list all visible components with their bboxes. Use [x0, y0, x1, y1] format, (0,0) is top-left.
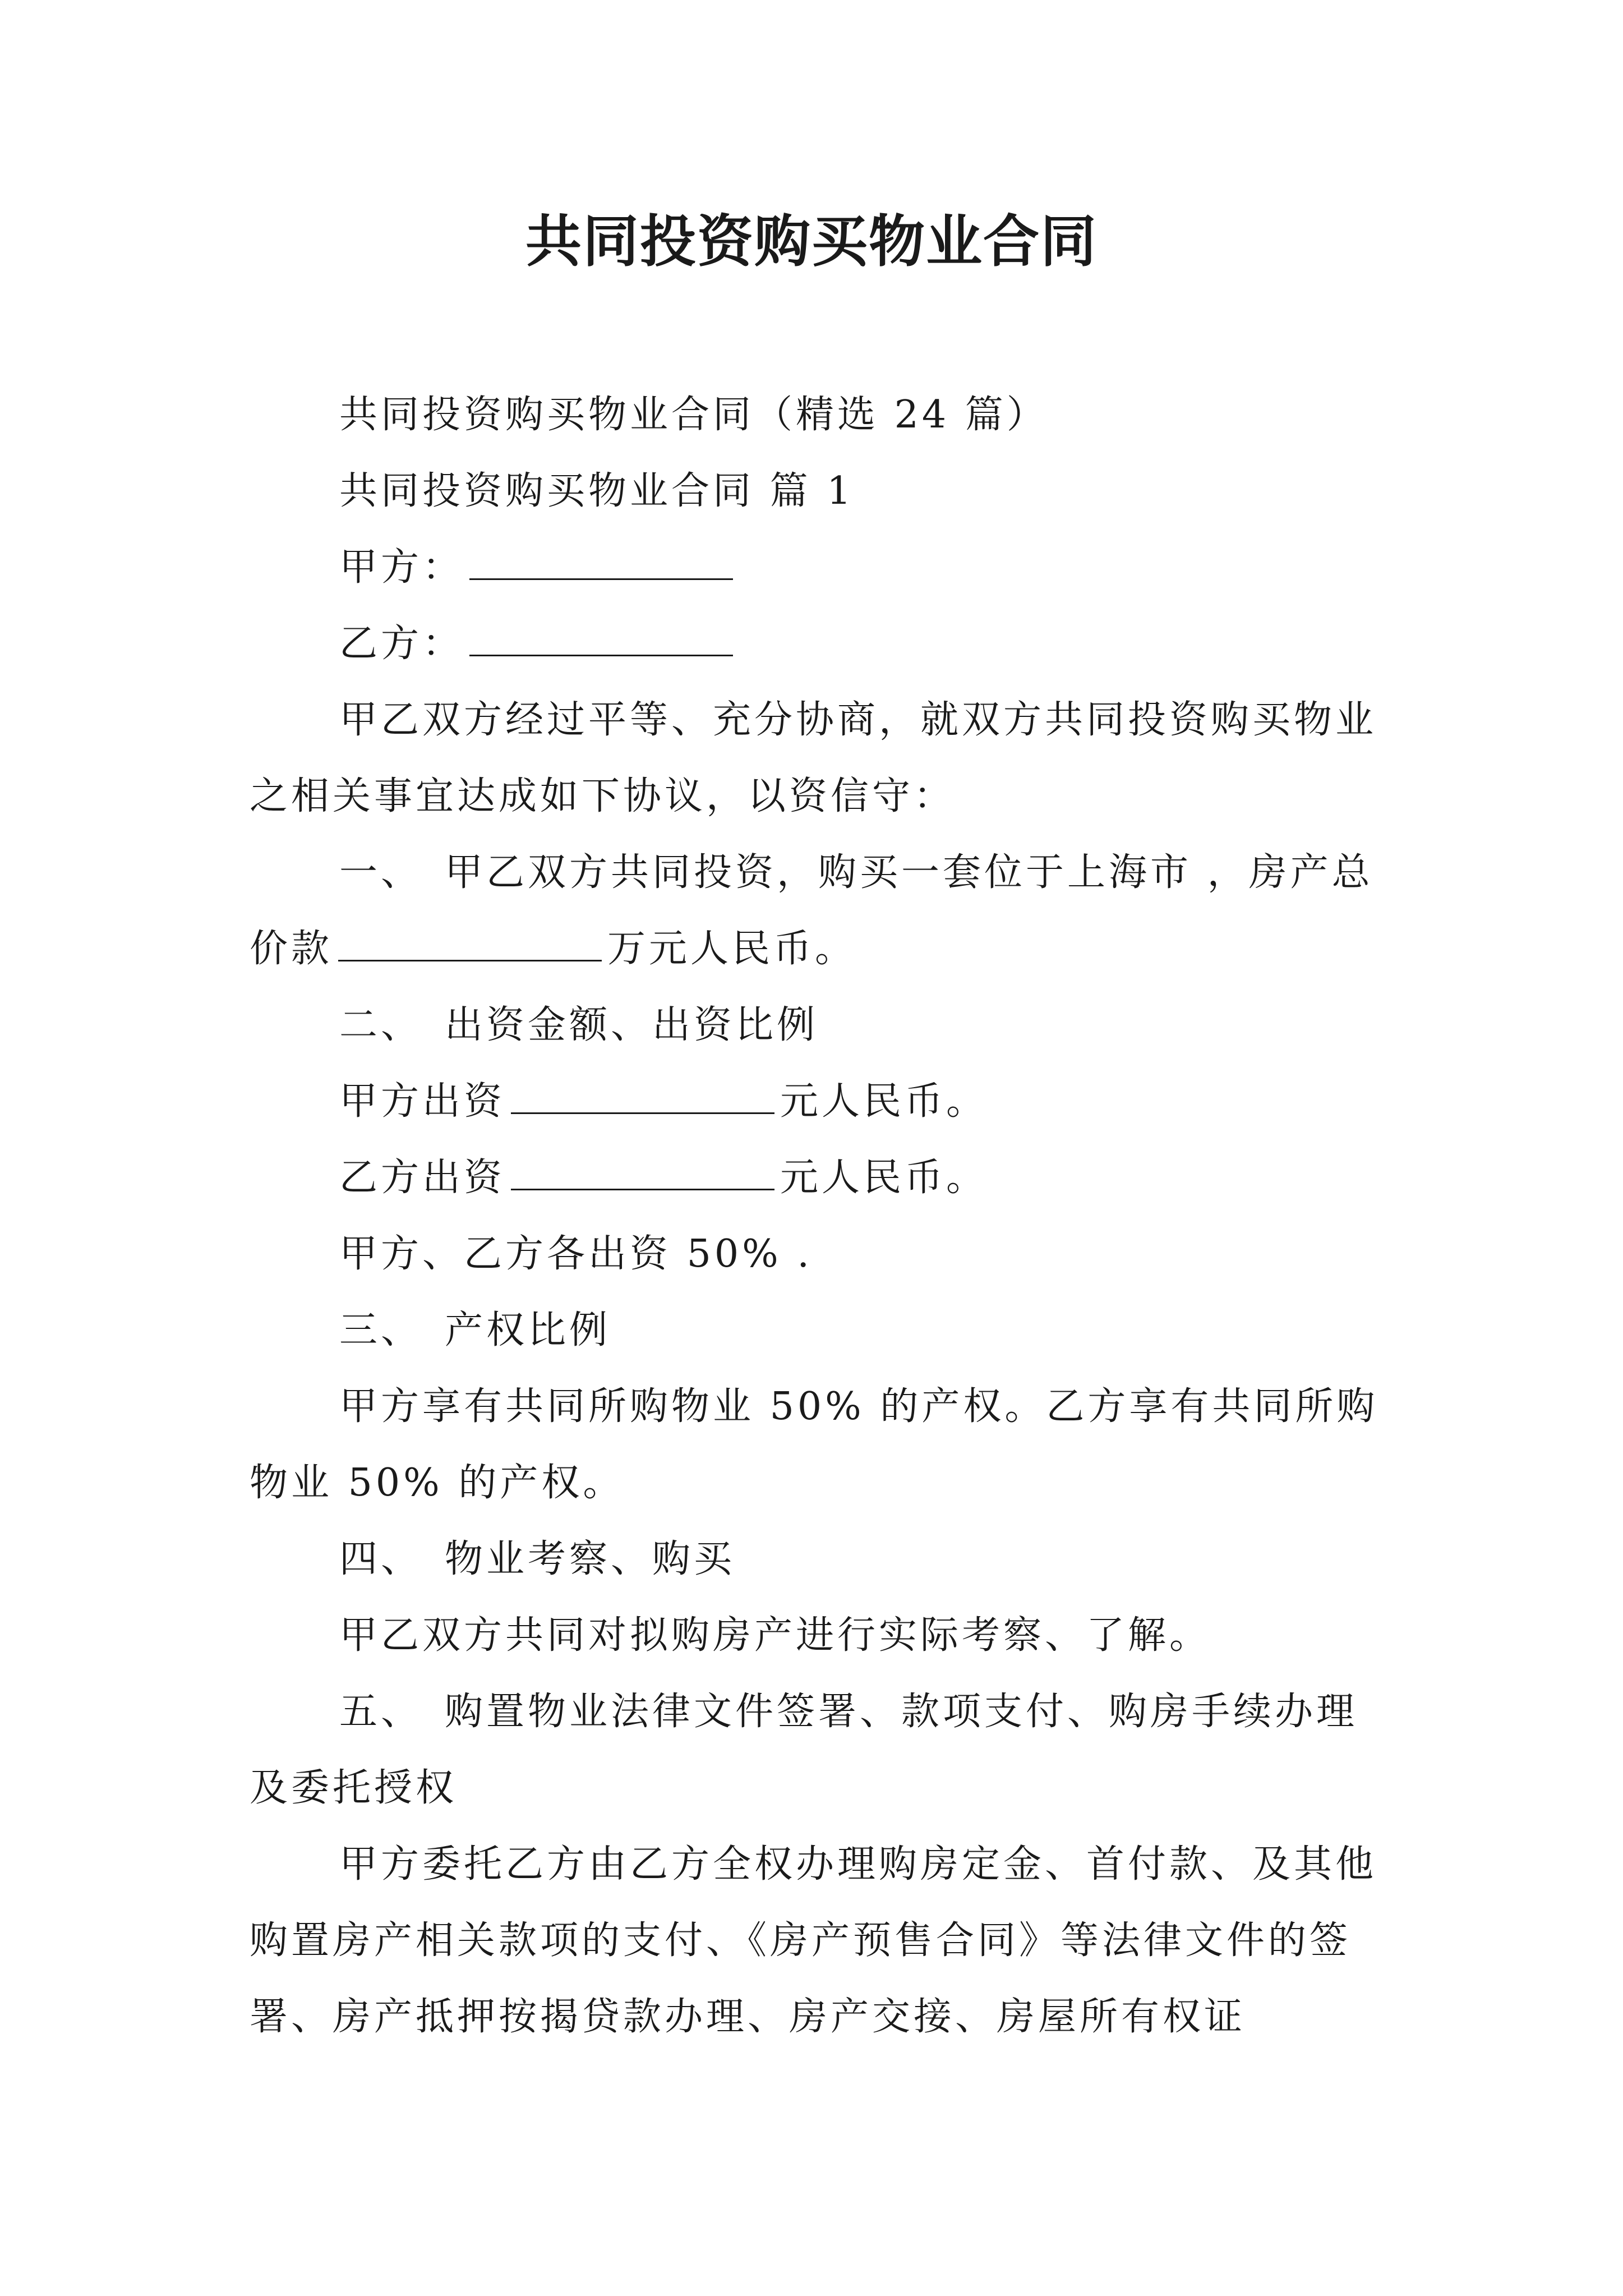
party-b-contribution-label: 乙方出资: [339, 1156, 506, 1200]
party-b-label: 乙方：: [339, 622, 464, 666]
clause-5-number: 五、: [339, 1690, 423, 1734]
paragraph-party-a: [250, 530, 1388, 606]
paragraph-clause-5: [250, 1674, 1388, 1826]
party-b-contribution-unit: 元人民币。: [780, 1156, 988, 1200]
paragraph-authorization: 甲方委托乙方由乙方全权办理购房定金、首付款、及其他购置房产相关款项的支付、《房产预售合同》等法律文件的签署、房产抵押按揭贷款办理、房产交接、房屋所有权证: [250, 1842, 1377, 2039]
party-a-label: 甲方：: [339, 545, 464, 590]
paragraph-clause-2: [250, 987, 1388, 1064]
party-b-blank: [469, 622, 733, 656]
clause-1-unit: 万元人民币。: [607, 927, 857, 971]
paragraph-section-heading: 共同投资购买物业合同 篇 1: [339, 469, 855, 513]
clause-3-number: 三、: [339, 1308, 423, 1352]
party-a-contribution-label: 甲方出资: [339, 1079, 506, 1124]
paragraph-party-b-contribution: [250, 1140, 1388, 1216]
party-b-contribution-blank: [511, 1156, 774, 1190]
party-a-contribution-blank: [511, 1080, 774, 1114]
paragraph-clause-3: [250, 1292, 1388, 1369]
paragraph-clause-1: [250, 835, 1388, 987]
party-a-contribution-unit: 元人民币。: [780, 1079, 988, 1124]
paragraph-party-a-contribution: [250, 1064, 1388, 1140]
paragraph-preamble: 甲乙双方经过平等、充分协商，就双方共同投资购买物业之相关事宜达成如下协议，以资信守：: [250, 698, 1377, 818]
paragraph-contribution-ratio: 甲方、乙方各出资 50% .: [339, 1232, 813, 1276]
clause-4-heading: 物业考察、购买: [445, 1537, 736, 1581]
paragraph-ownership-ratio: 甲方享有共同所购物业 50% 的产权。乙方享有共同所购物业 50% 的产权。: [250, 1384, 1378, 1505]
clause-2-number: 二、: [339, 1003, 423, 1047]
paragraph-inspection: 甲乙双方共同对拟购房产进行实际考察、了解。: [339, 1613, 1211, 1658]
paragraph-subtitle: 共同投资购买物业合同（精选 24 篇）: [339, 393, 1048, 437]
total-price-blank: [338, 927, 602, 961]
clause-3-heading: 产权比例: [445, 1308, 611, 1352]
clause-1-text: 甲乙双方共同投资，购买一套位于上海市 ，房产总价款: [250, 850, 1373, 971]
clause-4-number: 四、: [339, 1537, 423, 1581]
paragraph-party-b: [250, 606, 1388, 682]
clause-1-number: 一、: [339, 850, 423, 895]
document-title: 共同投资购买物业合同: [525, 208, 1098, 274]
clause-2-heading: 出资金额、出资比例: [445, 1003, 819, 1047]
paragraph-clause-4: [250, 1521, 1388, 1598]
clause-5-heading: 购置物业法律文件签署、款项支付、购房手续办理及委托授权: [250, 1690, 1358, 1810]
party-a-blank: [469, 546, 733, 580]
document-body: [250, 377, 1388, 2055]
